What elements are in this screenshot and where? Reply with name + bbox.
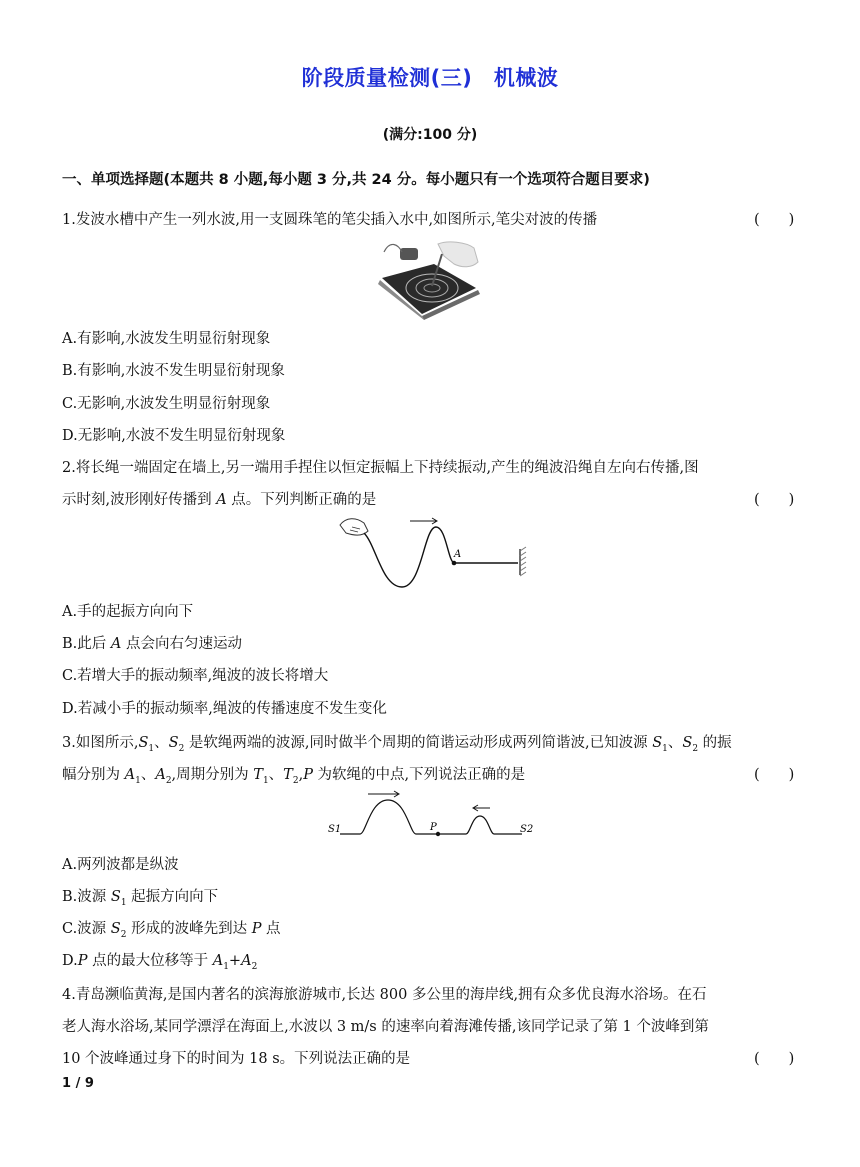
page-title: 阶段质量检测(三) 机械波 — [301, 66, 559, 90]
q2-stem-line2: 示时刻,波形刚好传播到 A 点。下列判断正确的是 — [62, 492, 377, 508]
q2-option-c: C.若增大手的振动频率,绳波的波长将增大 — [62, 668, 329, 684]
q3-option-a: A.两列波都是纵波 — [62, 857, 179, 873]
score-note: (满分:100 分) — [382, 127, 478, 143]
q2-option-b: B.此后 A 点会向右匀速运动 — [62, 636, 242, 652]
q1-ripple-tank-figure — [376, 238, 482, 322]
q4-stem-line2: 老人海水浴场,某同学漂浮在海面上,水波以 3 m/s 的速率向着海滩传播,该同学记录了第 1 个波峰到第 — [62, 1019, 709, 1035]
q1-option-c: C.无影响,水波发生明显衍射现象 — [62, 396, 271, 412]
q3-label-s1: S1 — [328, 824, 342, 835]
q2-point-a-label: A — [454, 549, 462, 560]
q1-answer-paren: ( ) — [754, 212, 795, 228]
q4-answer-paren: ( ) — [754, 1051, 795, 1067]
q1-stem: 1.发波水槽中产生一列水波,用一支圆珠笔的笔尖插入水中,如图所示,笔尖对波的传播 — [62, 212, 598, 228]
q2-option-d: D.若减小手的振动频率,绳波的传播速度不发生变化 — [62, 701, 387, 717]
q2-rope-wave-figure — [338, 515, 532, 591]
q1-option-a: A.有影响,水波发生明显衍射现象 — [62, 331, 271, 347]
q1-option-d: D.无影响,水波不发生明显衍射现象 — [62, 428, 286, 444]
q3-option-b: B.波源 $S_1$ 起振方向向下 — [62, 889, 219, 908]
q3-answer-paren: ( ) — [754, 767, 795, 783]
q2-option-a: A.手的起振方向向下 — [62, 604, 194, 620]
q3-label-s2: S2 — [520, 824, 534, 835]
q3-label-p: P — [430, 822, 437, 833]
q3-option-d: D.P 点的最大位移等于 $A_1+A_2$ — [62, 953, 258, 972]
q3-stem-line2: 幅分别为 $A_1$、$A_2$,周期分别为 $T_1$、$T_2,P$ 为软绳的中点,下列说法正确的是 — [62, 767, 526, 786]
q2-answer-paren: ( ) — [754, 492, 795, 508]
q3-stem-line1: 3.如图所示$,S_1$、$S_2$ 是软绳两端的波源,同时做半个周期的简谐运动形成两列简谐波,已知波源 $S_1$、$S_2$ 的振 — [62, 735, 732, 754]
section-heading: 一、单项选择题(本题共 8 小题,每小题 3 分,共 24 分。每小题只有一个选项符合题目要求) — [62, 172, 650, 188]
q2-stem-line1: 2.将长绳一端固定在墙上,另一端用手捏住以恒定振幅上下持续振动,产生的绳波沿绳自左向右传播,图 — [62, 460, 699, 476]
q4-stem-line1: 4.青岛濒临黄海,是国内著名的滨海旅游城市,长达 800 多公里的海岸线,拥有众多优良海水浴场。在石 — [62, 987, 707, 1003]
q3-rope-figure — [326, 790, 536, 840]
q4-stem-line3: 10 个波峰通过身下的时间为 18 s。下列说法正确的是 — [62, 1051, 411, 1067]
page-number: 1 / 9 — [62, 1076, 94, 1091]
q3-option-c: C.波源 $S_2$ 形成的波峰先到达 P 点 — [62, 921, 281, 940]
q1-option-b: B.有影响,水波不发生明显衍射现象 — [62, 363, 285, 379]
